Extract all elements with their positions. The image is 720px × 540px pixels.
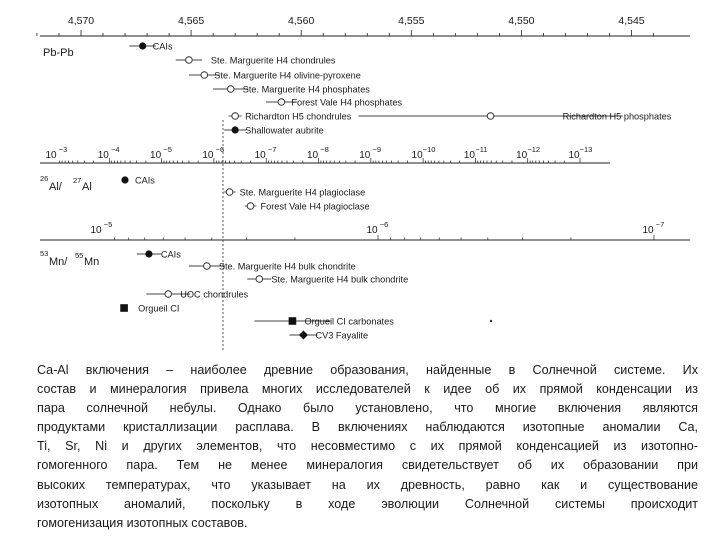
pbpb-point-label: Forest Vale H4 phosphates — [291, 97, 403, 108]
al-panel-label-main: Al/ — [49, 181, 62, 193]
pbpb-tick-label: 4,550 — [508, 15, 535, 27]
al-tick-exponent: −8 — [320, 145, 329, 154]
al-tick-label: 10 — [359, 150, 371, 161]
mn-point — [289, 317, 297, 325]
al-point — [247, 203, 254, 210]
al-tick-label: 10 — [45, 150, 57, 161]
pbpb-tick-label: 4,560 — [288, 15, 315, 27]
pbpb-point — [487, 113, 494, 120]
al-tick-exponent: −4 — [111, 145, 120, 154]
al-tick-label: 10 — [463, 150, 475, 161]
mn-point — [120, 304, 128, 312]
mn-point-label: Orgueil CI — [138, 303, 180, 314]
al-tick-exponent: −12 — [527, 145, 541, 154]
mn-point-label: CV3 Fayalite — [315, 330, 369, 341]
paragraph — [37, 361, 698, 533]
mn-tick-exponent: −5 — [103, 220, 113, 229]
al-tick-label: 10 — [411, 150, 423, 161]
pbpb-point — [232, 126, 239, 133]
pbpb-tick-label: 4,555 — [398, 15, 425, 27]
al-tick-exponent: −7 — [267, 145, 277, 154]
mn-tick-exponent: −6 — [379, 220, 389, 229]
al-tick-exponent: −13 — [579, 145, 593, 154]
mn-point — [299, 331, 308, 340]
paragraph-line: Ti, Sr, Ni и других элементов, что несовместимо с их прямой конденсацией из изотопно- — [37, 439, 698, 454]
al-tick-label: 10 — [202, 150, 214, 161]
al-tick-exponent: −6 — [215, 145, 225, 154]
al-tick-label: 10 — [254, 150, 266, 161]
al-tick-label: 10 — [568, 150, 580, 161]
al-tick-exponent: −10 — [422, 145, 436, 154]
mn-point — [145, 250, 152, 257]
mn-point-label: UOC chondrules — [180, 289, 249, 300]
mn-panel-label-end: Mn — [84, 256, 100, 268]
pbpb-point-label: Richardton H5 chondrules — [245, 111, 352, 122]
mn-panel-label-sup: 53 — [40, 249, 49, 258]
paragraph-line: состав и минералогия привела многих исследователей к идее об их прямой конденсации из — [37, 382, 698, 397]
pbpb-tick-label: 4,570 — [67, 15, 95, 27]
mn-point-label: CAIs — [160, 249, 181, 260]
pbpb-point — [278, 99, 285, 106]
mn-tick-label: 10 — [366, 225, 378, 236]
pbpb-point-label: Ste. Marguerite H4 phosphates — [242, 84, 370, 95]
al-point-label: CAIs — [134, 175, 155, 186]
pbpb-point — [139, 42, 146, 49]
paragraph-line: Ca-Al включения – наиболее древние образования, найденные в Солнечной системе. Их — [37, 363, 698, 377]
mn-tick-label: 10 — [90, 225, 102, 236]
al-tick-exponent: −3 — [58, 145, 68, 154]
pbpb-point — [227, 86, 234, 93]
pbpb-point-label: Shallowater aubrite — [245, 125, 324, 136]
paragraph-line: гомогенного пара. Тем не менее минералогия свидетельствует об их образовании при — [37, 458, 698, 473]
al-tick-exponent: −11 — [475, 145, 488, 154]
al-point — [121, 176, 128, 183]
paragraph-line: изотопных аномалий, поскольку в ходе эволюции Солнечной системы происходит — [37, 496, 698, 511]
al-tick-label: 10 — [150, 150, 162, 161]
mn-tick-label: 10 — [642, 225, 654, 236]
pbpb-point-label: Ste. Marguerite H4 olivine-pyroxene — [214, 70, 361, 81]
al-point-label: Ste. Marguerite H4 plagioclase — [239, 187, 366, 198]
paragraph-line: высоких температурах, что указывает на их древность, равно как и существование — [37, 477, 698, 492]
al-panel-label-end: Al — [82, 181, 92, 193]
al-point-label: Forest Vale H4 plagioclase — [260, 201, 370, 212]
pbpb-point — [232, 113, 239, 120]
al-tick-exponent: −9 — [372, 145, 382, 154]
pbpb-point — [201, 72, 208, 79]
mn-point — [204, 263, 211, 270]
al-tick-label: 10 — [306, 150, 319, 161]
al-tick-label: 10 — [516, 150, 528, 161]
paragraph-line: пара солнечной небулы. Однако было установлено, что многие включения являются — [37, 401, 698, 416]
pbpb-tick-label: 4,565 — [177, 15, 205, 27]
pbpb-point-label: CAIs — [152, 41, 173, 52]
pbpb-point-label: Ste. Marguerite H4 chondrules — [210, 55, 336, 66]
mn-point — [165, 291, 172, 298]
mn-point-label: Orgueil CI carbonates — [304, 316, 394, 327]
al-panel-label-sup: 26 — [40, 174, 49, 183]
mn-point-label: Ste. Marguerite H4 bulk chondrite — [218, 261, 356, 272]
paragraph-line: продуктами кристаллизации расплава. В включениях наблюдаются изотопные аномалии Ca, — [37, 420, 698, 435]
mn-panel-label-main: Mn/ — [49, 256, 68, 268]
mn-tick-exponent: −7 — [655, 220, 665, 229]
pbpb-point-label: Richardton H5 phosphates — [562, 111, 672, 122]
al-tick-label: 10 — [97, 150, 109, 161]
pbpb-panel-label: Pb-Pb — [43, 47, 74, 59]
mn-panel-label-sup2: 55 — [75, 251, 84, 260]
mn-point — [256, 276, 263, 283]
pbpb-point — [186, 57, 193, 64]
al-panel-label-sup2: 27 — [73, 176, 82, 185]
pbpb-tick-label: 4,545 — [618, 15, 645, 27]
al-tick-exponent: −5 — [163, 145, 172, 154]
paragraph-line: гомогенизация изотопных составов. — [37, 515, 248, 530]
al-point — [226, 189, 233, 196]
mn-point-label: Ste. Marguerite H4 bulk chondrite — [271, 274, 409, 285]
mn-stray-dot — [490, 320, 492, 322]
